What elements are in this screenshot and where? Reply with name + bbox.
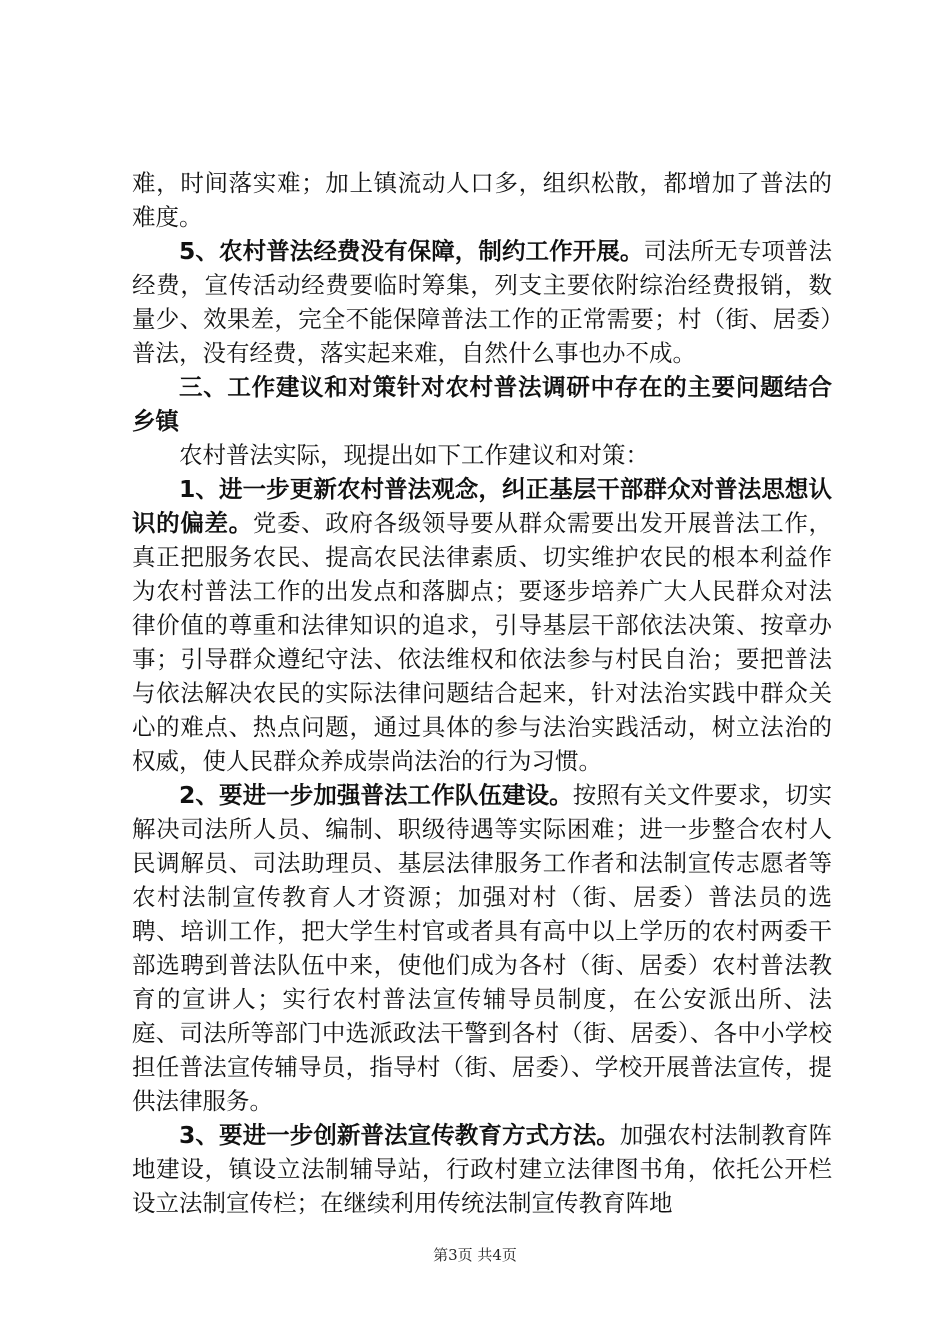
paragraph-item-3 xyxy=(132,1118,832,1220)
paragraph-text: 按照有关文件要求，切实解决司法所人员、编制、职级待遇等实际困难；进一步整合农村人民调解员、司法助理员、基层法律服务工作者和法制宣传志愿者等农村法制宣传教育人才资源；加强对村（街、居委）普法员的选聘、培训工作，把大学生村官或者具有高中以上学历的农村两委干部选聘到普法队伍中来，使他们成为各村（街、居委）农村普法教育的宣讲人；实行农村普法宣传辅导员制度，在公安派出所、法庭、司法所等部门中选派政法干警到各村（街、居委）、各中小学校担任普法宣传辅导员，指导村（街、居委）、学校开展普法宣传，提供法律服务。 xyxy=(132,781,832,1115)
paragraph-text: 难，时间落实难；加上镇流动人口多，组织松散，都增加了普法的难度。 xyxy=(132,169,832,231)
section-heading-text: 三、工作建议和对策针对农村普法调研中存在的主要问题结合乡镇 xyxy=(132,373,832,435)
paragraph-item-1 xyxy=(132,472,832,778)
paragraph-item-5 xyxy=(132,234,832,370)
document-body xyxy=(132,166,832,1220)
paragraph-text: 农村普法实际，现提出如下工作建议和对策： xyxy=(179,441,649,469)
paragraph-item-2 xyxy=(132,778,832,1118)
paragraph-text: 司法所无专项普法经费，宣传活动经费要临时筹集，列支主要依附综治经费报销，数量少、效果差，完全不能保障普法工作的正常需要；村（街、居委）普法，没有经费，落实起来难，自然什么事也办不成。 xyxy=(132,237,832,367)
paragraph-intro xyxy=(132,438,832,472)
paragraph-lead: 5、农村普法经费没有保障，制约工作开展。 xyxy=(179,237,644,265)
paragraph-text: 党委、政府各级领导要从群众需要出发开展普法工作，真正把服务农民、提高农民法律素质、切实维护农民的根本利益作为农村普法工作的出发点和落脚点；要逐步培养广大人民群众对法律价值的尊重和法律知识的追求，引导基层干部依法决策、按章办事；引导群众遵纪守法、依法维权和依法参与村民自治；要把普法与依法解决农民的实际法律问题结合起来，针对法治实践中群众关心的难点、热点问题，通过具体的参与法治实践活动，树立法治的权威，使人民群众养成崇尚法治的行为习惯。 xyxy=(132,509,833,775)
paragraph-lead: 3、要进一步创新普法宣传教育方式方法。 xyxy=(179,1121,620,1149)
page-footer xyxy=(0,1244,950,1265)
section-heading xyxy=(132,370,832,438)
page-number: 第3页 共4页 xyxy=(433,1246,517,1264)
paragraph-continuation xyxy=(132,166,832,234)
paragraph-text: 加强农村法制教育阵地建设，镇设立法制辅导站，行政村建立法律图书角，依托公开栏设立法制宣传栏；在继续利用传统法制宣传教育阵地 xyxy=(132,1121,832,1217)
paragraph-lead: 2、要进一步加强普法工作队伍建设。 xyxy=(179,781,573,809)
paragraph-lead: 1、进一步更新农村普法观念，纠正基层干部群众对普法思想认识的偏差。 xyxy=(132,475,832,537)
